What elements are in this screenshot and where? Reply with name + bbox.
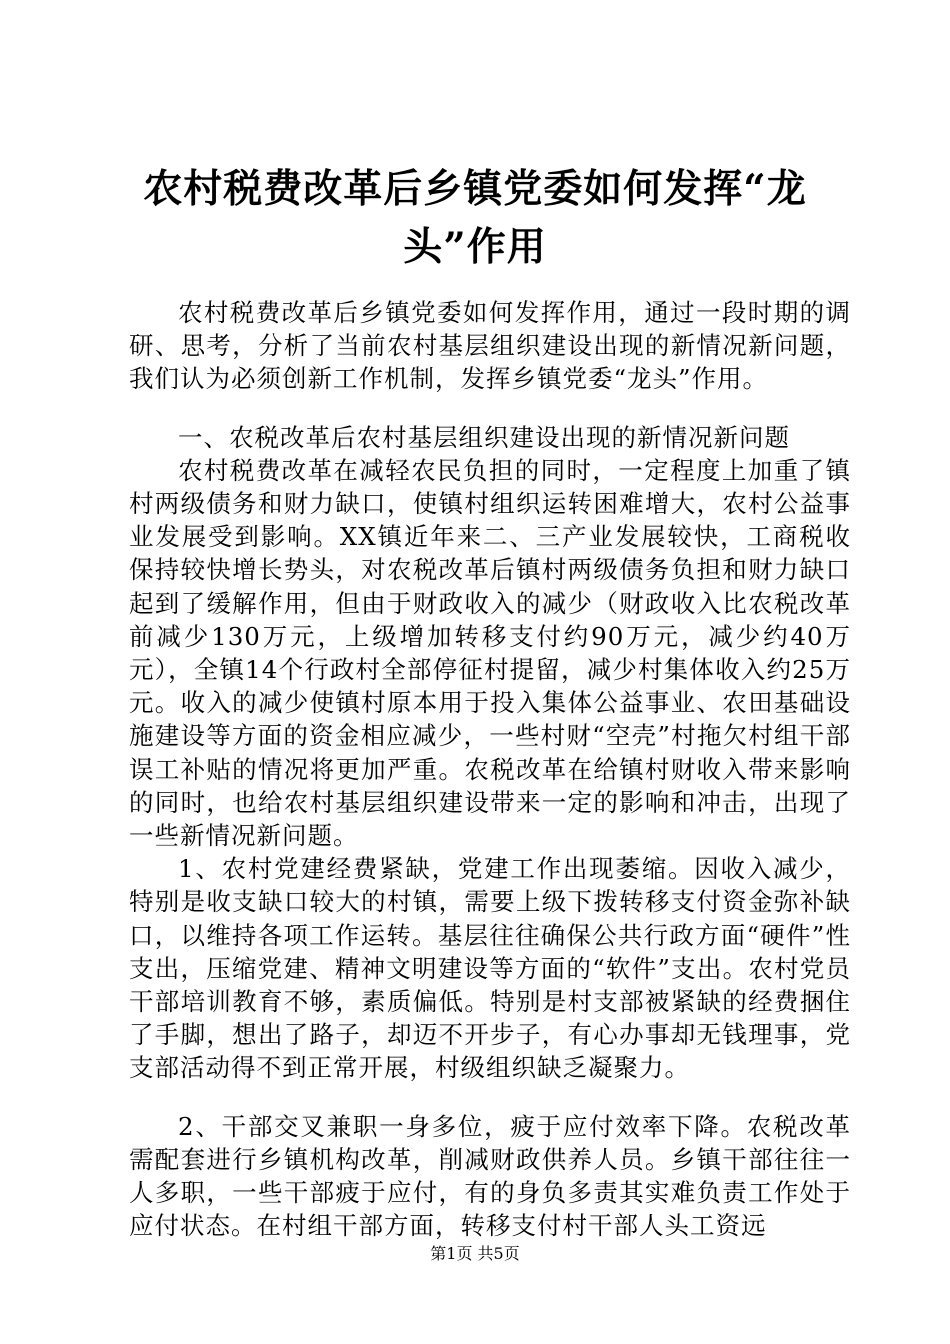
page-footer: 第1页 共5页: [430, 1244, 520, 1263]
paragraph-point-1: 1、农村党建经费紧缺，党建工作出现萎缩。因收入减少，特别是收支缺口较大的村镇，需要上级下拨转移支付资金弥补缺口，以维持各项工作运转。基层往往确保公共行政方面“硬件”性支出，压缩党建、精神文明建设等方面的“软件”支出。农村党员干部培训教育不够，素质偏低。特别是村支部被紧缺的经费捆住了手脚，想出了路子，却迈不开步子，有心办事却无钱理事，党支部活动得不到正常开展，村级组织缺乏凝聚力。: [129, 854, 851, 1083]
paragraph-intro: 农村税费改革后乡镇党委如何发挥作用，通过一段时期的调研、思考，分析了当前农村基层组织建设出现的新情况新问题，我们认为必须创新工作机制，发挥乡镇党委“龙头”作用。: [129, 298, 851, 394]
document-title: 农村税费改革后乡镇党委如何发挥“龙头”作用: [143, 166, 807, 270]
paragraph-section-1: 农村税费改革在减轻农民负担的同时，一定程度上加重了镇村两级债务和财力缺口，使镇村组织运转困难增大，农村公益事业发展受到影响。XX镇近年来二、三产业发展较快，工商税收保持较快增长势头，对农税改革后镇村两级债务负担和财力缺口起到了缓解作用，但由于财政收入的减少（财政收入比农税改革前减少130万元，上级增加转移支付约90万元，减少约40万元），全镇14个行政村全部停征村提留，减少村集体收入约25万元。收入的减少使镇村原本用于投入集体公益事业、农田基础设施建设等方面的资金相应减少，一些村财“空壳”村拖欠村组干部误工补贴的情况将更加严重。农税改革在给镇村财收入带来影响的同时，也给农村基层组织建设带来一定的影响和冲击，出现了一些新情况新问题。: [129, 455, 851, 851]
section-heading-1: 一、农税改革后农村基层组织建设出现的新情况新问题: [178, 422, 790, 452]
spacer: [129, 1085, 851, 1110]
spacer: [129, 396, 851, 421]
document-body: [129, 296, 851, 1242]
paragraph-point-2: 2、干部交叉兼职一身多位，疲于应付效率下降。农税改革需配套进行乡镇机构改革，削减财政供养人员。乡镇干部往往一人多职，一些干部疲于应付，有的身负多责其实难负责工作处于应付状态。在村组干部方面，转移支付村干部人头工资远: [129, 1111, 851, 1241]
